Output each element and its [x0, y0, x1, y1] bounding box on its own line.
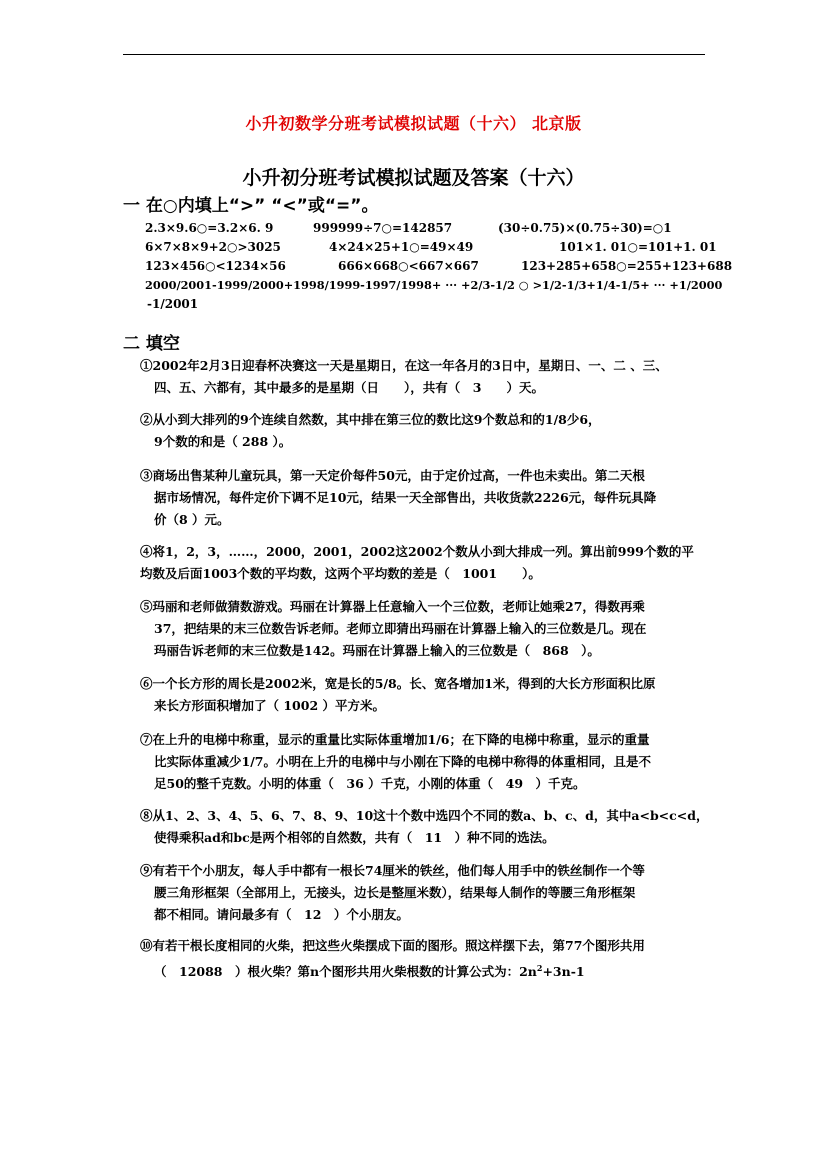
s1-r3-c3: 123+285+658○=255+123+688	[521, 259, 733, 273]
q10-superscript: 2	[536, 963, 543, 973]
q7-line-2: 比实际体重减少1/7。小明在上升的电梯中与小刚在下降的电梯中称得的体重相同，且是不	[154, 754, 651, 769]
q3-line-1: ③商场出售某种儿童玩具，第一天定价每件50元，由于定价过高，一件也未卖出。第二天根	[140, 468, 645, 483]
q3-line-3: 价（8 ）元。	[154, 512, 230, 527]
q10-line-1: ⑩有若干根长度相同的火柴，把这些火柴摆成下面的图形。照这样摆下去，第77个图形共用	[140, 938, 645, 953]
question-5	[140, 596, 732, 662]
s1-r2-c3: 101×1. 01○=101+1. 01	[559, 240, 717, 254]
q8-line-2: 使得乘积ad和bc是两个相邻的自然数，共有（ 11 ）种不同的选法。	[154, 830, 555, 845]
main-title: 小升初分班考试模拟试题及答案（十六）	[242, 167, 585, 189]
s1-r2-c2: 4×24×25+1○=49×49	[329, 240, 474, 254]
s1-r1-c1: 2.3×9.6○=3.2×6. 9	[145, 221, 274, 235]
section1-heading: 一 在○内填上“>” “<”或“=”。	[123, 196, 379, 216]
question-1	[140, 355, 732, 399]
question-6	[140, 673, 732, 717]
s1-r3-c1: 123×456○<1234×56	[145, 259, 286, 273]
red-title: 小升初数学分班考试模拟试题（十六） 北京版	[245, 114, 582, 133]
q5-line-3: 玛丽告诉老师的末三位数是142。玛丽在计算器上输入的三位数是（ 868 ）。	[154, 643, 600, 658]
q9-line-3: 都不相同。请问最多有（ 12 ）个小朋友。	[154, 907, 409, 922]
question-2	[140, 409, 732, 453]
s1-r3-c2: 666×668○<667×667	[338, 259, 479, 273]
question-3	[140, 465, 732, 531]
q4-line-2: 均数及后面1003个数的平均数，这两个平均数的差是（ 1001 ）。	[140, 566, 541, 581]
q5-line-1: ⑤玛丽和老师做猜数游戏。玛丽在计算器上任意输入一个三位数，老师让她乘27，得数再乘	[140, 599, 645, 614]
q8-line-1: ⑧从1、2、3、4、5、6、7、8、9、10这十个数中选四个不同的数a、b、c、d，其中a<b<c<d，	[140, 808, 709, 823]
q9-line-2: 腰三角形框架（全部用上，无接头，边长是整厘米数），结果每人制作的等腰三角形框架	[154, 885, 636, 900]
s1-r1-c2: 999999÷7○=142857	[313, 221, 453, 235]
q10-line-2	[140, 957, 732, 983]
q7-line-3: 足50的整千克数。小明的体重（ 36 ）千克，小刚的体重（ 49 ）千克。	[154, 776, 586, 791]
q2-line-1: ②从小到大排列的9个连续自然数，其中排在第三位的数比这9个数总和的1/8少6，	[140, 412, 601, 427]
s1-long-line-1: 2000/2001-1999/2000+1998/1999-1997/1998+ ··· +2/3-1/2 ○ >1/2-1/3+1/4-1/5+ ··· +1/2000	[145, 278, 723, 292]
q7-line-1: ⑦在上升的电梯中称重，显示的重量比实际体重增加1/6；在下降的电梯中称重，显示的重量	[140, 732, 650, 747]
section2-heading: 二 填空	[123, 334, 180, 354]
header-rule	[123, 54, 705, 55]
q6-line-2: 来长方形面积增加了（ 1002 ）平方米。	[154, 698, 385, 713]
q1-line-2: 四、五、六都有，其中最多的是星期（日 ），共有（ 3 ）天。	[154, 380, 544, 395]
s1-r1-c3: (30÷0.75)×(0.75÷30)=○1	[498, 221, 672, 235]
question-9	[140, 860, 732, 926]
q6-line-1: ⑥一个长方形的周长是2002米，宽是长的5/8。长、宽各增加1米，得到的大长方形面积比原	[140, 676, 656, 691]
q3-line-2: 据市场情况，每件定价下调不足10元，结果一天全部售出，共收货款2226元，每件玩具降	[154, 490, 657, 505]
question-7	[140, 729, 732, 795]
question-10	[140, 935, 732, 983]
q1-line-1: ①2002年2月3日迎春杯决赛这一天是星期日，在这一年各月的3日中，星期日、一、二 、三、	[140, 358, 668, 373]
q9-line-1: ⑨有若干个小朋友，每人手中都有一根长74厘米的铁丝，他们每人用手中的铁丝制作一个等	[140, 863, 645, 878]
q4-line-1: ④将1，2，3，……，2000，2001，2002这2002个数从小到大排成一列。算出前999个数的平	[140, 544, 694, 559]
s1-long-line-2: -1/2001	[147, 297, 199, 311]
question-4	[140, 541, 732, 585]
question-8	[140, 805, 732, 849]
q10-line-2a: （ 12088 ）根火柴？第n个图形共用火柴根数的计算公式为：2n	[154, 964, 537, 980]
q2-line-2: 9个数的和是（ 288 ）。	[154, 434, 292, 449]
q10-line-2b: +3n-1	[542, 964, 585, 980]
s1-r2-c1: 6×7×8×9+2○>3025	[145, 240, 281, 254]
q5-line-2: 37，把结果的末三位数告诉老师。老师立即猜出玛丽在计算器上输入的三位数是几。现在	[154, 621, 647, 636]
